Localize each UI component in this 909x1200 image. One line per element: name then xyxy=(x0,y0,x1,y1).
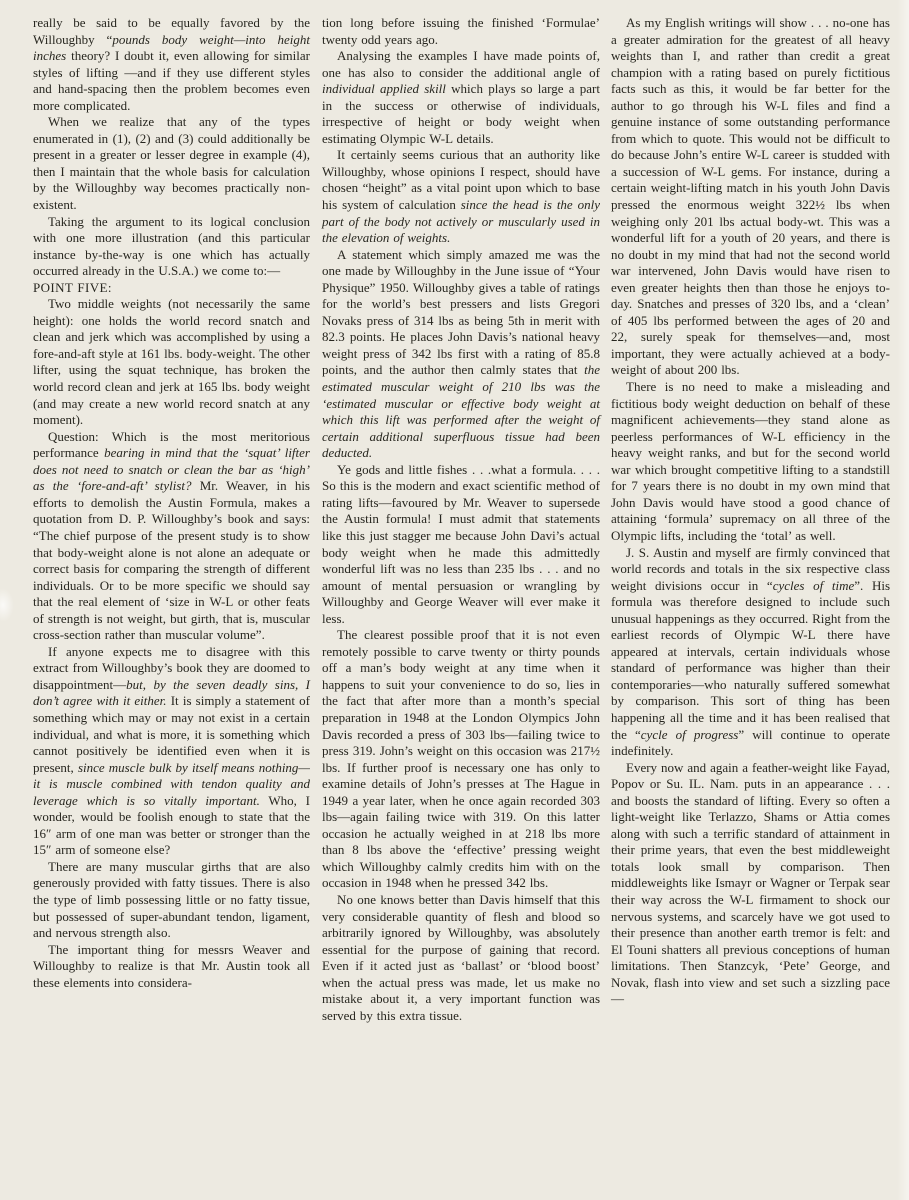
text-run: Mr. Weaver, in his efforts to demolish the Austin Formula, makes a quotation from D. P. Willoughby’s book and says: “The chief purpose of the present study is to show that body-weight alone is not alone an adequate or correct basis for comparing the strength of different individuals. Or to be more specific we should say that the real element of ‘size in W-L or other feats of strength is not weight, but girth, that is, muscular cross-section rather than muscular volume”. xyxy=(33,478,310,643)
text-run: Question: Which is the most meritorious performance xyxy=(33,428,310,461)
paragraph xyxy=(611,15,890,379)
paragraph xyxy=(611,545,890,760)
paragraph xyxy=(322,462,600,627)
text-run: tion long before issuing the finished ‘Formulae’ twenty odd years ago. xyxy=(322,15,600,47)
italic-text-run: the estimated muscular weight of 210 lbs was the ‘estimated muscular or effective body weight at which this lift was performed after the weight of certain additional superfluous tissue had been deducted. xyxy=(322,362,600,461)
text-run: There is no need to make a misleading and fictitious body weight deduction on behalf of these magnificent achievements—they stand alone as peerless performances of W-L efficiency in the heavy weight ranks, and but for the second world war which brought competitive lifting to a standstill for 7 years there is no doubt in my own mind that John Davis would have stood a good chance of attaining ‘formula’ supremacy on all three of the Olympic lifts, including the ‘total’ as well. xyxy=(611,379,890,543)
italic-text-run: but, by the seven deadly sins, I don’t agree with it either. xyxy=(33,676,310,709)
paragraph xyxy=(33,644,310,859)
paragraph xyxy=(322,247,600,462)
text-run: Who, I wonder, would be foolish enough to state that the 16″ arm of one man was better or stronger than the 15″ arm of someone else? xyxy=(33,792,310,858)
text-run: really be said to be equally favored by the Willoughby “ xyxy=(33,15,310,47)
text-run: Taking the argument to its logical conclusion with one more illustration (and this particular instance by-the-way is one which has actually occurred already in the U.S.A.) we come to:— xyxy=(33,213,310,279)
paragraph xyxy=(33,429,310,644)
italic-text-run: since muscle bulk by itself means nothing—it is muscle combined with tendon quality and leverage which is so vitally important. xyxy=(33,759,310,808)
paragraph xyxy=(33,114,310,213)
paragraph xyxy=(611,760,890,1008)
paragraph xyxy=(33,15,310,114)
paragraph xyxy=(33,296,310,428)
text-run: Ye gods and little fishes . . .what a formula. . . . So this is the modern and exact scientific method of rating lifts—favoured by Mr. Weaver to supersede the Austin formula! I must admit that statements like this just stagger me because John Davi’s actual body weight when he made this admittedly wonderful lift was no less than 235 lbs . . . and no amount of mental persuasion or wrangling by Willoughby and George Weaver will ever make it less. xyxy=(322,461,600,626)
text-run: The clearest possible proof that it is not even remotely possible to carve twenty or thirty pounds off a man’s body weight at any time when it happens to suit your convenience to do so, lies in the fact that after more than a month’s special preparation in 1948 at the London Olympics John Davis recorded a press of 303 lbs—failing twice to press 319. John’s weight on this occasion was 217½ lbs. If further proof is necessary one has only to examine details of John’s presses at The Hague in 1949 a year later, when he once again recorded 303 lbs—again failing twice with 319. On this latter occasion he actually weighed in at 218 lbs more than 8 lbs above the ‘effective’ pressing weight which Willoughby calmly credits him with on the occasion in 1948 when he pressed 342 lbs. xyxy=(322,627,600,891)
italic-text-run: bearing in mind that the ‘squat’ lifter does not need to snatch or clean the bar as ‘high’ as the ‘fore-and-aft’ stylist? xyxy=(33,445,310,494)
text-run: J. S. Austin and myself are firmly convinced that world records and totals in the six respective class weight divisions occur in “ xyxy=(611,544,890,593)
italic-text-run: since the head is the only part of the body not actively or muscularly used in the elevation of weights. xyxy=(322,197,600,246)
text-run: theory? I doubt it, even allowing for similar styles of lifting —and if they use different styles and hand-spacing then the problem becomes even more complicated. xyxy=(33,48,310,113)
italic-text-run: pounds body weight—into height inches xyxy=(33,31,310,64)
text-run: Analysing the examples I have made points of, one has also to consider the additional angle of xyxy=(322,48,600,80)
paragraph xyxy=(322,15,600,48)
text-run: which plays so large a part in the success or otherwise of individuals, irrespective of height or body weight when estimating Olympic W-L details. xyxy=(322,81,600,146)
paragraph xyxy=(611,379,890,544)
text-run: ”. His formula was therefore designed to include such unusual happenings as they occurred. Right from the earliest records of Olympic W-L there have appeared at intervals, certain individuals whose standard of performance was higher than their contemporaries—who naturally suffered somewhat by comparison. This sort of thing has been happening all the time and it has been realised that the “ xyxy=(611,577,891,742)
section-heading xyxy=(33,280,310,297)
text-run: As my English writings will show . . . no-one has a greater admiration for the greatest of all heavy weights than I, and rather than credit a great champion with a rating based on purely fictitious facts such as this, it would be far better for the author to go through his W-L files and find a genuine instance of some outstanding performance from which to quote. This would not be difficult to do because John’s entire W-L career is studded with a succession of W-L gems. For instance, during a certain weight-lifting match in his youth John Davis pressed the enormous weight 322½ lbs when weighing only 201 lbs actual body-wt. This was a wonderful lift for a youth of 20 years, and there is no doubt in my mind that had not the second world war intervened, John Davis would have risen to even greater heights then than those he enjoys to-day. Snatches and presses of 320 lbs, and a ‘clean’ of 405 lbs performed between the ages of 20 and 22, surely speak for themselves—and, most important, they were actually achieved at a body-weight of about 200 lbs. xyxy=(611,15,890,378)
text-column-2 xyxy=(322,15,600,1024)
text-run: The important thing for messrs Weaver and Willoughby to realize is that Mr. Austin took all these elements into considera- xyxy=(33,941,310,990)
paper-blemish xyxy=(0,588,14,622)
paragraph xyxy=(322,627,600,892)
text-run: It certainly seems curious that an authority like Willoughby, whose opinions I respect, should have chosen “height” as a vital point upon which to base his system of calculation xyxy=(322,147,600,213)
text-run: No one knows better than Davis himself that this very considerable quantity of flesh and blood so arbitrarily ignored by Willoughby, was absolutely essential for the purpose of gaining that record. Even if it acted just as ‘ballast’ or ‘blood boost’ when the actual press was made, let us make no mistake about it, a very important function was served by this extra tissue. xyxy=(322,891,600,1023)
text-run: ” will continue to operate indefinitely. xyxy=(611,726,890,759)
italic-text-run: cycle of progress xyxy=(640,726,739,742)
paragraph xyxy=(322,892,600,1024)
text-run: Every now and again a feather-weight like Fayad, Popov or Su. IL. Nam. puts in an appearance . . . and boosts the standard of lifting. Every so often a light-weight like Terlazzo, Shams or Attia comes along with such a terrific standard of attainment in their prime years, that even the best middleweight totals look small by comparison. Then middleweights like Ismayr or Wagner or Terpak sear their way across the W-L firmament to shock our nervous systems, and scarcely have we got used to their presence than another earth tremor is felt: and El Touni shatters all previous conceptions of human limitations. Then Stanzcyk, ‘Pete’ George, and Novak, flash into view and set such a sizzling pace— xyxy=(611,759,890,1007)
paragraph xyxy=(322,48,600,147)
text-run: A statement which simply amazed me was the one made by Willoughby in the June issue of “Your Physique” 1950. Willoughby gives a table of ratings for the world’s best pressers and lists Gregori Novaks press of 314 lbs as being 5th in merit with 82.3 points. He places John Davis’s national heavy weight press of 342 lbs first with a rating of 85.8 points, and the author then calmly states that xyxy=(322,246,600,378)
text-run: It is simply a statement of something which may or may not exist in a certain individual, and what is more, it is something which cannot positively be identified even when it is present, xyxy=(33,693,311,775)
italic-text-run: individual applied skill xyxy=(322,81,446,97)
paragraph xyxy=(33,942,310,992)
text-column-3 xyxy=(611,15,890,1008)
text-run: If anyone expects me to disagree with this extract from Willoughby’s book they are doomed to disappointment— xyxy=(33,643,310,692)
text-run: There are many muscular girths that are also generously provided with fatty tissues. There is also the type of limb possessing little or no fatty tissue, but possessed of super-abundant tendon, ligament, and nervous strength also. xyxy=(33,858,310,941)
italic-text-run: cycles of time xyxy=(772,577,855,593)
text-run: POINT FIVE: xyxy=(33,279,112,295)
paragraph xyxy=(33,859,310,942)
text-run: When we realize that any of the types enumerated in (1), (2) and (3) could additionally be present in a greater or lesser degree in example (4), then I maintain that the whole basis for calculation by the Willoughby way becomes practically non-existent. xyxy=(33,114,310,213)
text-column-1 xyxy=(33,15,310,991)
paragraph xyxy=(33,214,310,280)
text-run: Two middle weights (not necessarily the same height): one holds the world record snatch and clean and jerk which was accomplished by using a fore-and-aft style at 161 lbs. body-weight. The other lifter, using the squat technique, has broken the world record clean and jerk at 165 lbs. body weight (and may create a new world record snatch at any moment). xyxy=(33,296,310,428)
paragraph xyxy=(322,147,600,246)
